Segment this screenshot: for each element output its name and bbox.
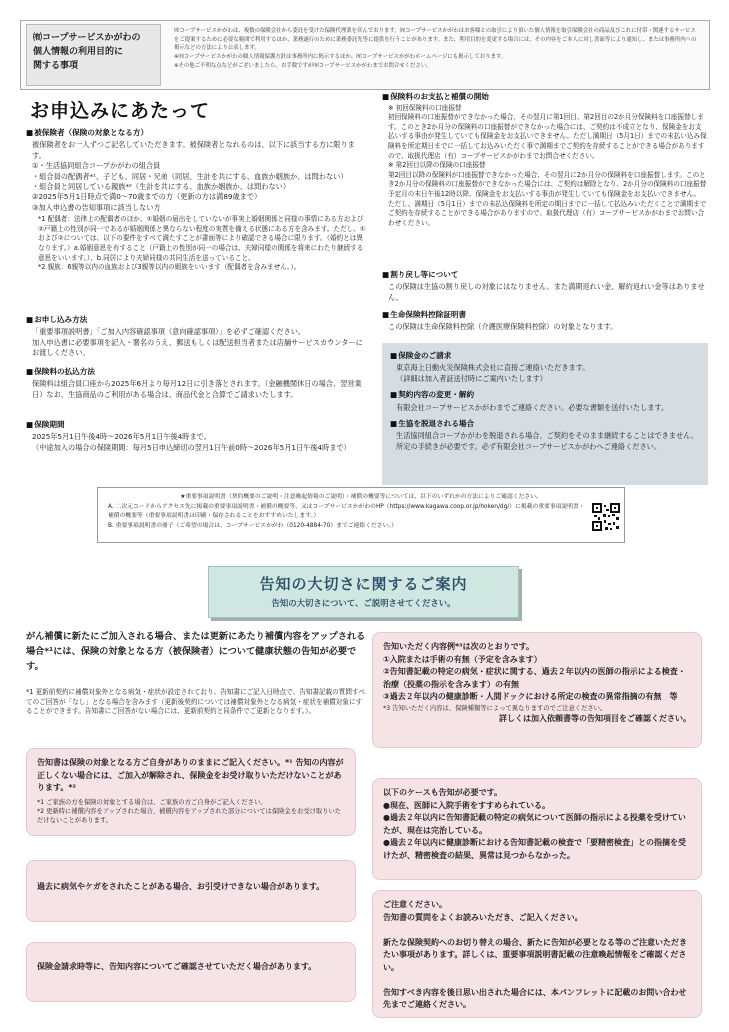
pink-1-note: *1 ご家族の方を保険の対象とする場合は、ご家族の方ご自身がご記入ください。 *2 更新時に補償内容をアップされた場合、補償内容をアップされた部分については保険金をお受け取りいただけないことがあります。 [37,798,342,824]
claim-heading: ■ 保険金のご請求 [390,351,700,361]
pink-2-text: 過去に病気やケガをされたことがある場合、お引受けできない場合があります。 [37,882,325,891]
deduction-section [382,310,708,333]
payment-heading: ■ 保険料の払込方法 [26,367,366,377]
insured-heading: ■ 被保険者（保険の対象となる方） [26,128,366,138]
withdraw-section [390,419,700,452]
claim-section [390,351,700,384]
withdraw-body: 生活協同組合コープかがわを脱退される場合、ご契約をそのまま継続することはできません。所定の手続きが必要です。必ず有限会社コープサービスかがわへご連絡ください。 [396,431,698,451]
pink-5-title: 以下のケースも告知が必要です。 [383,788,502,797]
pink-box-other-cases [372,778,702,880]
apply-heading: ■ お申し込み方法 [26,315,366,325]
insured-section [26,128,366,273]
pink-4-items: ①入院または手術の有無（予定を含みます） ②告知書記載の特定の病気・症状に関する、過去２年以内の医師の指示による検査・治療（投薬の指示を含みます）の有無 ③過去２年以内の健康診断・人間ドックにおける所定の検査の異常指摘の有無 等 [383,654,686,701]
start-heading: ■ 保険料のお支払と補償の開始 [382,92,708,102]
deduction-heading: ■ 生命保険料控除証明書 [382,310,708,320]
start-section [382,92,708,228]
pink-4-title: 告知いただく内容例*³は次のとおりです。 [383,642,535,651]
pink-box-past-illness [26,860,356,922]
pink-1-text: 告知書は保険の対象となる方ご自身がありのままにご記入ください。*¹ 告知の内容が正しくない場合には、ご加入が解除され、保険金をお受け取りいただけないことがあります。*² [37,758,344,792]
important-doc-note [97,487,625,543]
apply-body: 「重要事項説明書」「ご加入内容確認事項（意向確認事項）」を必ずご確認ください。 加入申込書に必要事項を記入・署名のうえ、郵送もしくは配送担当者または店舗サービスカウンターにお渡しください。 [32,327,363,358]
withdraw-heading: ■ 生協を脱退される場合 [390,419,700,429]
period-heading: ■ 保険期間 [26,420,366,430]
privacy-text: ㈲コープサービスかがわは、複数の保険会社から委託を受けた保険代理業を営んでおります。㈲コープサービスかがわはお客様との取引により頂いた個人情報を取引保険会社の商品及びこれに付帯・関連するサービスをご提案するために必要な範囲で利用するほか、業務遂行のために業務委託先等に提供を行うことがあります。また、利用目的を変更する場合には、その内容をご本人に対し書面等により通知し、または事務所内への掲示などの方法により公表します。 ※㈲コープサービスかがわの個人情報保護方針は事務所内に掲示するほか、㈲コープサービスかがわホームページにも掲示しております。 ※その他ご不明な点などがございましたら、お手数ですが㈲コープサービスかがわまでお問合せください。 [174,28,697,69]
page-title: お申込みにあたって [30,100,211,122]
pink-4-note: *3 告知いただく内容は、保険種類等によって異なりますのでご注意ください。 [383,704,607,712]
payment-section [26,367,366,400]
insured-note-1: *1 配偶者：法律上の配偶者のほか、①婚姻の届出をしていないが事実上婚姻関係と同様の事情にある方および②戸籍上の性別が同一であるが婚姻関係と異ならない程度の実質を備える状態にある方を含みます。ただし、①および②については、以下の要件をすべて満たすことが書面等により確認できる場合に限ります。（婚約とは異なります。）a.婚姻意思を有すること（戸籍上の性別が同一の場合は、夫婦同様の関係を将来にわたり継続する意思をいいます。）、b.同居により夫婦同様の共同生活を送っていること。 [38,215,366,262]
banner-title: 告知の大切さに関するご案内 [259,575,468,593]
change-heading: ■ 契約内容の変更・解約 [390,390,700,400]
note-option-a: A. 二次元コードからアクセス先に掲載の重要事項説明書・補償の概要等、又はコープサービスかがわのHP（https://www.kagawa.coop.or.jp/hoken/dg/）に掲載の重要事項説明書・補償の概要等（重要事項説明書は印刷・保存されることをおすすめいたします。） [108,503,585,520]
qr-code-icon[interactable] [592,503,620,531]
start-body: ※ 初回保険料の口座振替 初回保険料の口座振替ができなかった場合、その翌月に第1回目、第2回目の2か月分保険料を口座振替します。このとき2か月分の保険料の口座振替ができなかった場合には、ご契約は不成立となり、保険金をお支払いする事由が発生していても保険金をお支払いできません。ただし満期日（5月1日）までの未払い込み保険料を所定期日までに一括してお込みいただく事で満期までご契約を存続することができる場合がありますので、取扱代理店（有）コープサービスかがわまでお問合せください。 ※ 第2回目以降の保険の口座振替 第2回目以降の保険料が口座振替できなかった場合、その翌月に2か月分の保険料を口座振替します。このとき2か月分の保険料の口座振替ができなかった場合には、ご契約は解除となり、2か月分の保険料の口座振替予定月の末日午後12時以降、保険金をお支払いする事由が発生していても保険金をお支払いできません。 ただし、満期日（5月1日）までの未払込保険料を所定の期日までに一括して払込みいただくことで満期までご契約を存続することができる場合がありますので、取扱代理店（有）コープサービスかがわまでお問い合わせください。 [388,103,707,227]
pink-4-footer: 詳しくは加入依頼書等の告知項目をご確認ください。 [499,713,691,723]
period-body: 2025年5月1日午後4時〜2026年5月1日午後4時まで。 （中途加入の場合の保険期間：毎月5日申込締切の翌月1日午前0時〜2026年5月1日午後4時まで） [32,432,351,452]
apply-section [26,315,366,359]
payment-body: 保険料は組合員口座から2025年6月より毎月12日に引き落とされます。（金融機関休日の場合、翌営業日）なお、生協商品のご利用がある場合は、商品代金と合算でご請求いたします。 [32,379,362,399]
intro-text: がん補償に新たにご加入される場合、または更新にあたり補償内容をアップされる場合*¹には、保険の対象となる方（被保険者）について健康状態の告知が必要です。 [26,631,366,672]
pink-3-text: 保険金請求時等に、告知内容についてご確認させていただく場合があります。 [37,962,317,971]
refund-section [382,270,708,303]
pink-5-items: ●現在、医師に入院手術をすすめられている。 ●過去２年以内に告知書記載の特定の病気について医師の指示による投薬を受けていたが、現在は完治している。 ●過去２年以内に健康診断における告知書記載の検査で「要精密検査」との指摘を受けたが、精密検査の結果、異常は見つからなかった。 [383,800,686,860]
change-body: 有限会社コープサービスかがわまでご連絡ください。必要な書類を送付いたします。 [396,402,669,412]
privacy-title: ㈲コープサービスかがわの 個人情報の利用目的に 関する事項 [26,24,161,86]
pink-box-disclosure-examples [372,632,702,748]
change-section [390,390,700,413]
refund-heading: ■ 割り戻し等について [382,270,708,280]
pink-box-claim-check [26,942,356,1002]
note-option-b: B. 重要事項説明書の冊子（ご希望の場合は、コープサービスかがわ（0120-4884-70）までご連絡ください。） [108,522,398,529]
pink-box-caution: ご注意ください。 告知書の質問をよくお読みいただき、ご記入ください。 新たな保険契約へのお切り替えの場合、新たに告知が必要となる等のご注意いただきたい事項があります。詳しくは、重要事項説明書記載の注意喚起情報をご確認ください。 告知すべき内容を後日思い出された場合には、本パンフレットに記載のお問い合わせ先までご連絡ください。 [372,890,702,1018]
period-section [26,420,366,453]
pink-box-self-entry [26,748,356,836]
refund-body: この保険は生協の割り戻しの対象にはなりません。また満期返れい金、解約返れい金等はありません。 [388,282,705,302]
contact-box [382,343,708,485]
deduction-body: この保険は生命保険料控除（介護医療保険料控除）の対象となります。 [388,322,618,332]
notice-banner [208,566,519,618]
claim-body: 東京海上日動火災保険株式会社に直接ご連絡いただきます。 （詳細は加入者証送付時にご案内いたします） [396,363,590,383]
banner-subtitle: 告知の大切さについて、ご説明させてください。 [271,598,456,608]
note-title: ★重要事項説明書（契約概要のご説明・注意喚起情報のご説明）・補償の概要等については、以下のいずれかの方法によりご確認ください。 [180,494,542,500]
insured-body: 被保険者をお一人ずつご記名していただきます。被保険者となれるのは、以下に該当する方に限ります。 ①・生活協同組合コープかがわの組合員 ・組合員の配偶者*¹、子ども、同居・兄弟（同居、生計を共にする、血族か姻族か、は問わない） ・組合員と同居している親族*²（生計を共にする、血族か姻族か、は問わない） ②2025年5月1日時点で満0〜70歳までの方（更新の方は満89歳まで） ③加入申込書の告知事項に該当しない方 [32,140,355,212]
insured-note-2: *2 親族：6親等以内の血族および3親等以内の姻族をいいます（配偶者を含みません。）。 [38,263,301,272]
intro-note: *1 更新前契約に補償対象外となる病気・症状が設定されており、告知書にご記入日時点で、告知書記載の質問すべてのご回答が「なし」となる場合を含みます（更新後契約については補償対象外となる病気・症状を補償対象にすることができます。告知書にご回答がない場合には、更新前契約と同条件でご更新となります。）。 [26,688,366,716]
